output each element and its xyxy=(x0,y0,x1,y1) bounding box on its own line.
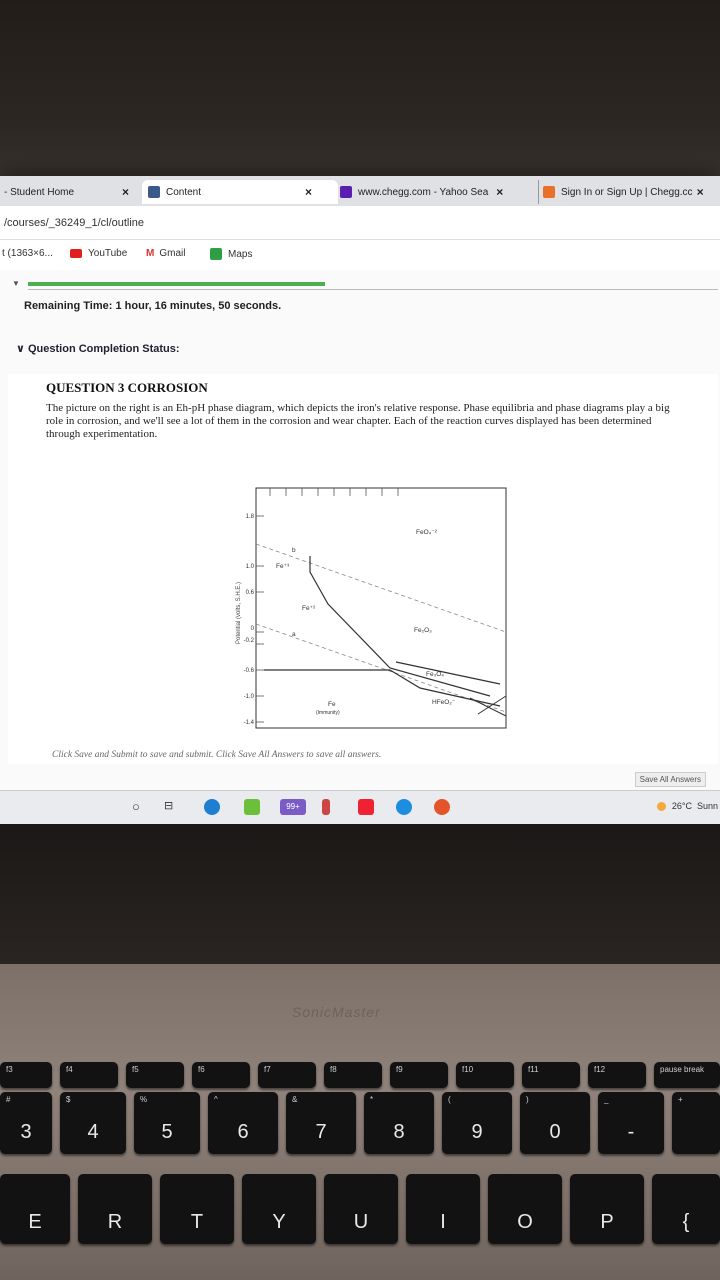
tab-label: Sign In or Sign Up | Chegg.cc xyxy=(561,186,693,198)
region-label: HFeO₂⁻ xyxy=(432,699,456,706)
question-status-label: Question Completion Status: xyxy=(28,343,180,355)
browser-tab-strip xyxy=(0,176,720,206)
key-f7[interactable]: f7 xyxy=(258,1062,316,1088)
region-label: Fe⁺³ xyxy=(276,563,290,570)
gmail-icon: M xyxy=(146,248,155,259)
y-tick: 0 xyxy=(250,626,254,632)
maps-icon xyxy=(210,248,222,260)
question-status-toggle[interactable] xyxy=(16,342,180,355)
key-f12[interactable]: f12 xyxy=(588,1062,646,1088)
key-5[interactable]: % 5 xyxy=(134,1092,200,1154)
store-icon[interactable] xyxy=(244,799,260,815)
key-3[interactable]: # 3 xyxy=(0,1092,52,1154)
bookmark-image[interactable] xyxy=(2,248,53,259)
room-background xyxy=(0,0,720,180)
close-icon[interactable]: × xyxy=(122,185,130,199)
laptop-bezel xyxy=(0,824,720,969)
y-tick: 1.0 xyxy=(245,564,254,570)
tab-content[interactable] xyxy=(142,180,338,204)
remaining-time-value: 1 hour, 16 minutes, 50 seconds. xyxy=(115,300,282,312)
key-minus[interactable]: _ - xyxy=(598,1092,664,1154)
key-f11[interactable]: f11 xyxy=(522,1062,580,1088)
region-label: FeO₄⁻² xyxy=(416,529,437,536)
remaining-time xyxy=(24,300,281,312)
brand-logo: SonicMaster xyxy=(292,1004,381,1020)
chevron-down-icon: ∨ xyxy=(16,343,25,355)
search-icon[interactable]: ○ xyxy=(132,799,140,814)
key-bracket[interactable]: { xyxy=(652,1174,720,1244)
app-icon[interactable] xyxy=(322,799,330,815)
chegg-icon xyxy=(543,186,555,198)
weather-text: Sunn xyxy=(696,801,718,811)
key-y[interactable]: Y xyxy=(242,1174,316,1244)
bookmarks-bar xyxy=(0,240,720,271)
region-label: Fe₃O₄ xyxy=(426,671,444,678)
y-tick: -1.4 xyxy=(243,720,254,726)
weather-widget[interactable] xyxy=(657,801,718,811)
key-4[interactable]: $ 4 xyxy=(60,1092,126,1154)
key-o[interactable]: O xyxy=(488,1174,562,1244)
eh-ph-diagram xyxy=(220,484,520,736)
key-f9[interactable]: f9 xyxy=(390,1062,448,1088)
y-tick: 1.8 xyxy=(245,514,254,520)
question-text: The picture on the right is an Eh-pH phase diagram, which depicts the iron's relative response. Phase equilibria and phase diagrams play a big role in corrosion, and we'll see a lot of them in the corrosion and wear chapter. Each of the reaction curves displayed has been determined through experimentation. xyxy=(46,402,670,440)
tab-label: www.chegg.com - Yahoo Sea xyxy=(358,186,489,198)
address-bar[interactable] xyxy=(0,206,720,240)
bookmark-gmail[interactable] xyxy=(146,248,185,259)
bookmark-label: Maps xyxy=(228,248,253,260)
y-tick: -0.6 xyxy=(243,668,254,674)
yahoo-icon xyxy=(340,186,352,198)
key-7[interactable]: & 7 xyxy=(286,1092,356,1154)
save-instructions: Click Save and Submit to save and submit. Click Save All Answers to save all answers. xyxy=(52,750,382,760)
y-axis-label: Potential (volts, S.H.E.) xyxy=(236,581,242,644)
bookmark-youtube[interactable] xyxy=(70,248,127,259)
question-panel xyxy=(8,374,718,764)
close-icon[interactable]: × xyxy=(496,185,504,199)
edge-icon[interactable] xyxy=(204,799,220,815)
key-p[interactable]: P xyxy=(570,1174,644,1244)
notification-badge[interactable]: 99+ xyxy=(280,799,306,815)
close-icon[interactable]: × xyxy=(305,185,313,199)
bookmark-label: t (1363×6... xyxy=(2,248,53,259)
time-progress-bar xyxy=(28,282,325,286)
key-9[interactable]: ( 9 xyxy=(442,1092,512,1154)
key-8[interactable]: * 8 xyxy=(364,1092,434,1154)
tab-yahoo[interactable] xyxy=(340,180,526,204)
url-text: /courses/_36249_1/cl/outline xyxy=(4,216,145,229)
key-f4[interactable]: f4 xyxy=(60,1062,118,1088)
temperature: 26°C xyxy=(671,801,692,811)
region-label: Fe₂O₃ xyxy=(414,627,432,634)
exam-page xyxy=(0,270,720,790)
save-all-answers-button[interactable]: Save All Answers xyxy=(635,772,706,787)
bookmark-label: YouTube xyxy=(88,248,128,259)
key-6[interactable]: ^ 6 xyxy=(208,1092,278,1154)
key-i[interactable]: I xyxy=(406,1174,480,1244)
tab-student-home[interactable] xyxy=(4,180,132,204)
region-label: (Immunity) xyxy=(316,710,340,716)
tab-label: - Student Home xyxy=(4,186,75,198)
line-label: b xyxy=(292,547,296,554)
y-tick: -0.2 xyxy=(243,638,254,644)
region-label: Fe xyxy=(328,701,336,708)
youtube-icon xyxy=(70,249,82,258)
key-0[interactable]: ) 0 xyxy=(520,1092,590,1154)
key-f10[interactable]: f10 xyxy=(456,1062,514,1088)
tab-chegg[interactable] xyxy=(538,180,720,204)
sun-icon xyxy=(657,802,666,811)
key-f8[interactable]: f8 xyxy=(324,1062,382,1088)
tab-label: Content xyxy=(166,186,202,198)
key-e[interactable]: E xyxy=(0,1174,70,1244)
laptop-keyboard xyxy=(0,964,720,1280)
y-tick: -1.0 xyxy=(243,694,254,700)
key-t[interactable]: T xyxy=(160,1174,234,1244)
key-u[interactable]: U xyxy=(324,1174,398,1244)
laptop-screen xyxy=(0,176,720,824)
task-view-icon[interactable]: ⊟ xyxy=(164,800,174,812)
bookmark-label: Gmail xyxy=(159,248,186,259)
key-f3[interactable]: f3 xyxy=(0,1062,52,1088)
diagram-frame xyxy=(256,488,506,728)
region-label: Fe⁺² xyxy=(302,605,316,612)
collapse-caret-icon[interactable]: ▼ xyxy=(12,279,20,288)
key-f5[interactable]: f5 xyxy=(126,1062,184,1088)
line-label: a xyxy=(292,631,296,638)
y-tick: 0.6 xyxy=(245,590,254,596)
pencil-icon xyxy=(148,186,160,198)
windows-taskbar xyxy=(0,790,720,824)
chrome-icon[interactable] xyxy=(396,799,412,815)
office-icon[interactable] xyxy=(358,799,374,815)
progress-track xyxy=(28,289,718,290)
remaining-time-label: Remaining Time: xyxy=(24,300,113,312)
firefox-icon[interactable] xyxy=(434,799,450,815)
key-f6[interactable]: f6 xyxy=(192,1062,250,1088)
question-title: QUESTION 3 CORROSION xyxy=(46,380,208,395)
close-icon[interactable]: × xyxy=(696,185,704,199)
key-pause-break[interactable]: pause break xyxy=(654,1062,720,1088)
bookmark-maps[interactable] xyxy=(210,248,252,260)
key-r[interactable]: R xyxy=(78,1174,152,1244)
key-plus[interactable]: + xyxy=(672,1092,720,1154)
